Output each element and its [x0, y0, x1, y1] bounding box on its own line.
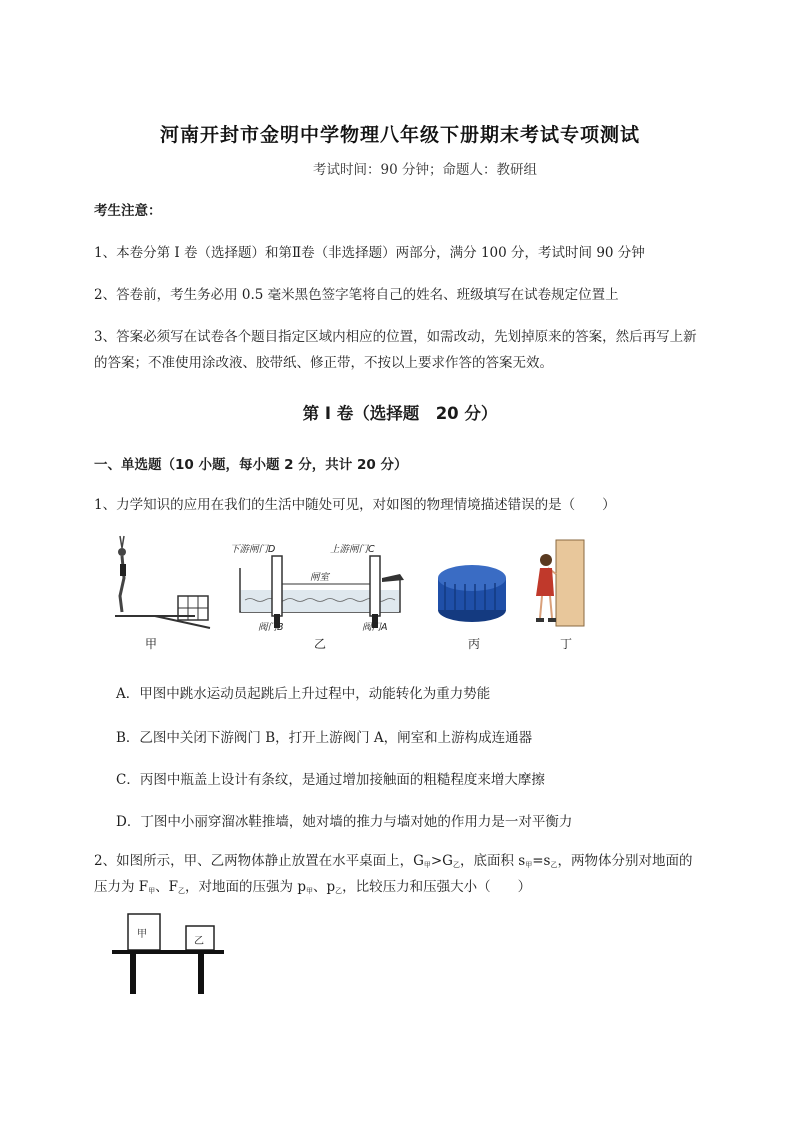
q2-subscript: 甲	[423, 861, 431, 869]
section-title: 第 I 卷（选择题 20 分）	[302, 404, 498, 423]
figure-ding-girl-wall	[536, 540, 584, 651]
q2-subscript: 甲	[148, 887, 156, 895]
notice-item-3: 3、答案必须写在试卷各个题目指定区域内相应的位置，如需改动，先划掉原来的答案，然后再写上新	[94, 329, 697, 345]
q2-text: >G	[430, 853, 453, 869]
q2-text: 、F	[155, 879, 179, 895]
q1-option-a: A．甲图中跳水运动员起跳后上升过程中，动能转化为重力势能	[116, 686, 491, 702]
q1-figure	[100, 530, 600, 660]
q2-text: ，比较压力和压强大小（ ）	[342, 879, 532, 895]
q1-option-d: D．丁图中小丽穿溜冰鞋推墙，她对墙的推力与墙对她的作用力是一对平衡力	[116, 814, 573, 830]
q2-text: =s	[532, 853, 551, 869]
q2-text: 、p	[312, 879, 336, 895]
figure-jia-diver	[115, 536, 210, 651]
q1-stem: 1、力学知识的应用在我们的生活中随处可见，对如图的物理情境描述错误的是（ ）	[94, 497, 616, 513]
notice-item-2: 2、答卷前，考生务必用 0.5 毫米黑色签字笔将自己的姓名、班级填写在试卷规定位置上	[94, 287, 619, 303]
q2-subscript: 乙	[550, 861, 558, 869]
block-jia-label: 甲	[137, 929, 147, 940]
table-top	[112, 950, 224, 954]
figure-bing-label: 丙	[468, 637, 481, 651]
q2-text: ，对地面的压强为 p	[185, 879, 306, 895]
page-subtitle: 考试时间：90 分钟；命题人：教研组	[313, 162, 537, 178]
figure-jia-label: 甲	[145, 637, 158, 651]
q2-subscript: 甲	[305, 887, 313, 895]
q2-subscript: 乙	[178, 887, 186, 895]
q1-option-b: B．乙图中关闭下游阀门 B，打开上游阀门 A，闸室和上游构成连通器	[116, 730, 533, 746]
q2-subscript: 乙	[452, 861, 460, 869]
part-heading: 一、单选题（10 小题，每小题 2 分，共计 20 分）	[94, 457, 408, 473]
q2-subscript: 甲	[525, 861, 533, 869]
q2-text: 压力为 F	[94, 879, 149, 895]
notice-item-1: 1、本卷分第 I 卷（选择题）和第Ⅱ卷（非选择题）两部分，满分 100 分，考试时间 90 分钟	[94, 245, 645, 261]
figure-bing-bottle-cap	[438, 565, 506, 651]
q1-option-c: C．丙图中瓶盖上设计有条纹，是通过增加接触面的粗糙程度来增大摩擦	[116, 772, 545, 788]
q2-text: 2、如图所示，甲、乙两物体静止放置在水平桌面上，G	[94, 853, 424, 869]
q2-text: ，底面积 s	[459, 853, 526, 869]
table-leg-left	[130, 954, 136, 994]
page-title: 河南开封市金明中学物理八年级下册期末考试专项测试	[159, 124, 640, 146]
valve-a-label: 阀门A	[362, 622, 388, 633]
upstream-gate-label: 上游闸门C	[330, 544, 375, 555]
q2-stem-line2	[94, 874, 774, 905]
downstream-gate-label: 下游闸门D	[230, 544, 276, 555]
q2-subscript: 乙	[335, 887, 343, 895]
valve-b-label: 阀门B	[258, 622, 284, 633]
lock-chamber-label: 闸室	[310, 572, 330, 583]
table-leg-right	[198, 954, 204, 994]
figure-yi-ship-lock	[230, 543, 404, 651]
q2-text: ，两物体分别对地面的	[557, 853, 693, 869]
figure-yi-label: 乙	[314, 637, 327, 651]
q2-figure	[112, 912, 232, 996]
figure-ding-label: 丁	[560, 637, 573, 651]
notice-heading: 考生注意：	[94, 203, 162, 219]
block-yi-label: 乙	[194, 936, 204, 947]
notice-item-3-cont: 的答案；不准使用涂改液、胶带纸、修正带，不按以上要求作答的答案无效。	[94, 355, 553, 371]
